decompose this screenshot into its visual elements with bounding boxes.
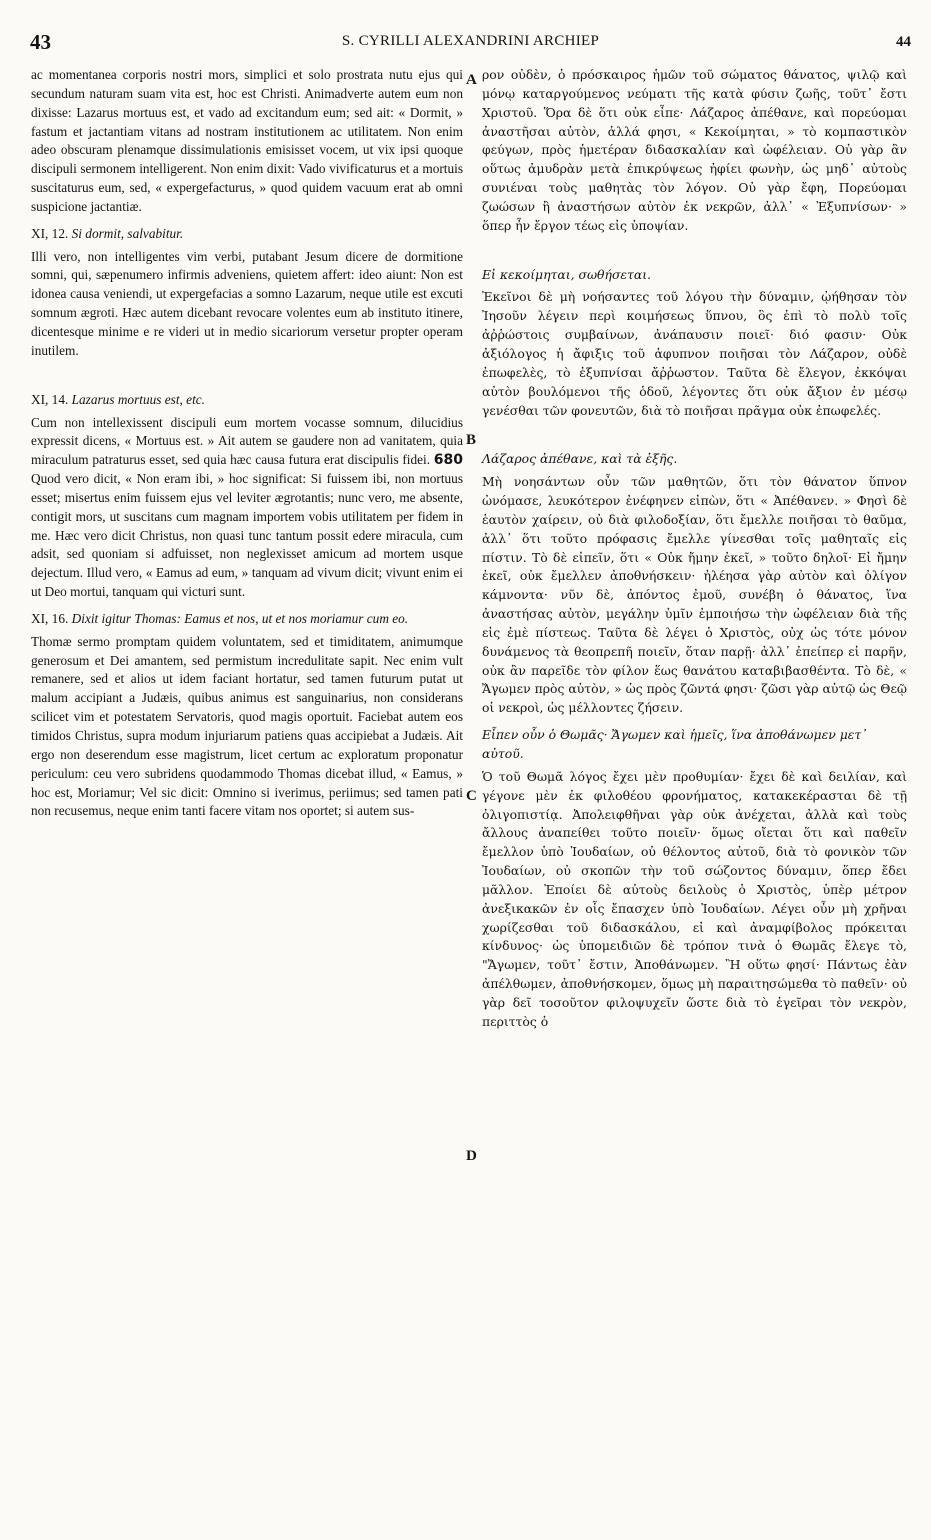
latin-text: Quod vero dicit, « Non eram ibi, » hoc significat: Si fuissem ibi, non mortuus esset; misertus enim fuissem ejus vel leviter ægrotantis; nunc vero, me absente, contigit mors, ut suscitans cum magnam importem vobis utilitatem per fidem in me. Hæc vero dicit Christus, non quasi tunc tantum possit edere miracula, cum adsit, sed quoniam si adfuisset, non neglexisset amicum ad mortem usque dejectum. Illud vero, « Eamus ad eum, » tanquam ad vivum dicit; vivunt enim ei ut Deo mortui, tanquam qui victuri sunt. <box>31 471 463 600</box>
verse-reference: XI, 16. <box>31 610 69 626</box>
verse-text: Dixit igitur Thomas: Eamus et nos, ut et nos moriamur cum eo. <box>71 610 409 626</box>
greek-heading: Εἰ κεκοίμηται, σωθήσεται. <box>482 266 652 282</box>
greek-paragraph: Ὁ τοῦ Θωμᾶ λόγος ἔχει μὲν προθυμίαν· ἔχει δὲ καὶ δειλίαν, καὶ γέγονε μὲν ἐκ φιλοθέου φρονήματος, κατακεκέρασται δὲ τῇ ὀλιγοπιστίᾳ. Ἀπολειφθῆναι γὰρ οὐκ ἀνέχεται, ἀλλὰ καὶ τοὺς ἄλλους ἀναπείθει τοῦτο ποιεῖν· ὅμως οἴεται ὅτι καὶ παθεῖν ἔμελλον ὑπὸ Ἰουδαίων, οὐ θέλοντος αὐτοῦ, διὰ τὸ φονικὸν τῶν Ἰουδαίων, οὐ σκοπῶν τὴν τοῦ σώζοντος δύναμιν, ὅπερ ἔδει μᾶλλον. Ἐποίει δὲ αὐτοὺς δειλοὺς ὁ Χριστὸς, ὑπὲρ μέτρον ἀνεξικακῶν ἐν οἷς ἔπασχεν ὑπὸ Ἰουδαίων. Λέγει οὖν μὴ χρῆναι χωρίζεσθαι τοῦ διδασκάλου, εἰ καὶ ἀναμφίβολος πρόκειται κίνδυνος· ὡς ὑπομειδιῶν δὲ τρόπον τινὰ ὁ Θωμᾶς ἔλεγε τὸ, "Ἄγωμεν, τοῦτ᾽ ἔστιν, Ἀποθάνωμεν. Ἢ οὕτω φησί· Πάντως ἐὰν ἀπέλθωμεν, ἀποθνήσκομεν, ὅμως μὴ παραιτησώμεθα τὸ παθεῖν· οὐ γὰρ δεῖ τοσοῦτον φιλοψυχεῖν ὥστε διὰ τὸ ἐγεῖραι τὸν νεκρὸν, περιττὸς ὁ <box>482 768 907 1029</box>
latin-paragraph: Illi vero, non intelligentes vim verbi, putabant Jesum dicere de dormitione somni, qui, sæpenumero infirmis adveniens, quietem affert: ideo aiunt: Non est idonea causa veniendi, ut expergefacias a somno Lazarum, neque utile est excuti somnum ægroti. Hæc autem dicebant revocare volentes eum ab instituto itinere, dicentesque minime e re videri ut in medio sicariorum versetur propter operam inutilem. <box>31 248 463 358</box>
latin-paragraph: Thomæ sermo promptam quidem voluntatem, sed et timiditatem, animumque generosum et Dei amantem, sed permistum incredulitate sapit. Nec enim vult remanere, sed et alios ut idem faciant hortatur, sed tamen futurum putat ut malum accipiant a Judæis, quibus animus est sanguinarius, non considerans scilicet vim et potestatem Servatoris, quod magis oportuit. Faciebat autem eos timidos Christus, supra modum injuriarum patiens quas accipiebat a Judæis. Ait ergo non deserendum esse magistrum, licet certum ac exploratum proponatur periculum: ceu vero subridens quodammodo Thomas dicebat illud, « Eamus, » hoc est, Moriamur; Vel sic dicit: Omnino si iverimus, periimus; sed tamen pati non recusemus, neque enim tanti facere vitam nos oportet; si autem sus- <box>31 633 463 819</box>
margin-letter-a: A <box>466 72 477 88</box>
verse-reference: XI, 12. <box>31 225 69 241</box>
greek-paragraph: Ἐκεῖνοι δὲ μὴ νοήσαντες τοῦ λόγου τὴν δύναμιν, ᾠήθησαν τὸν Ἰησοῦν λέγειν περὶ κοιμήσεως ὕπνου, ὃς ἐπὶ τὸ πολὺ τοῖς ἀῤῥώστοις συμβαίνων, ἀνάπαυσιν ποιεῖ· διό φασιν· Οὐκ ἀξιόλογος ἡ ἄφιξις τοῦ ἀφυπνον ποιῆσαι τὸν Λάζαρον, οὐδὲ ἐπωφελὲς, τὸ ἐξυπνίσαι ἄῤῥωστον. Ταῦτα δὲ ἔλεγον, ἐκκόψαι αὐτὸν βουλόμενοι τῆς ὁδοῦ, λέγοντες ὅτι οὐκ ἄξιον ἐν μέσῳ γενέσθαι τῶν φονευτῶν, διὰ τὸ ποιῆσαι πρᾶγμα οὐκ ἐπωφελές. <box>482 289 907 418</box>
latin-heading <box>31 225 463 244</box>
latin-text: Cum non intellexissent discipuli eum mortem vocasse somnum, dilucidius expressit dicens, « Mortuus est. » Ait autem se gaudere non ad vanitatem, quia miraculum patraturus esset, sed quia hæc causa futura erat discipulis fidei. <box>31 414 463 468</box>
greek-paragraph: Μὴ νοησάντων οὖν τῶν μαθητῶν, ὅτι τὸν θάνατον ὕπνον ὠνόμασε, λευκότερον ἐνέφηνεν εἰπὼν, ὅτι « Ἀπέθανεν. » Φησὶ δὲ ἑαυτὸν χαίρειν, οὐ διὰ φιλοδοξίαν, ὅτι ἔμελλε ποιῆσαι τὸ θαῦμα, ἀλλ᾽ ὅτι τοῦτο πρόφασις ἔμελλε γίνεσθαι τοῖς μαθηταῖς εἰς πίστιν. Τὸ δὲ εἰπεῖν, ὅτι « Οὐκ ἤμην ἐκεῖ, » τοῦτο δηλοῖ· Εἰ ἤμην ἐκεῖ, οὐκ ἔμελλεν ἀποθνήσκειν· ἠλέησα γὰρ αὐτὸν καὶ ὀλίγον κάμνοντα· νῦν δὲ, ἀπόντος ἐμοῦ, συνέβη ὁ θάνατος, ἵνα ἀναστήσας αὐτὸν, μεγάλην ὑμῖν ἐμποιήσω τὴν ὠφέλειαν διὰ τῆς εἰς ἐμὲ πίστεως. Ταῦτα δὲ λέγει ὁ Χριστὸς, οὐχ ὡς τότε μόνον δυνάμενος τὰ θεοπρεπῆ ποιεῖν, ὅταν παρῇ· ἀλλ᾽ ἐπείπερ εἰ παρῆν, οὐκ ἂν παρεῖδε τὸν φίλον ἕως θανάτου καταβιβασθέντα. Τὸ δὲ, « Ἄγωμεν πρὸς αὐτὸν, » ὡς πρὸς ζῶντά φησι· ζῶσι γὰρ αὐτῷ ὡς Θεῷ οἱ νεκροὶ, ὡς μέλλοντες ζήσειν. <box>482 474 907 716</box>
page-number-right: 44 <box>896 34 911 50</box>
latin-paragraph <box>31 414 463 602</box>
latin-heading <box>31 391 463 410</box>
greek-heading: Εἶπεν οὖν ὁ Θωμᾶς· Ἄγωμεν καὶ ἡμεῖς, ἵνα ἀποθάνωμεν μετ᾽ αὐτοῦ. <box>482 727 868 761</box>
greek-paragraph: ρον οὐδὲν, ὁ πρόσκαιρος ἡμῶν τοῦ σώματος θάνατος, ψιλῷ καὶ μόνῳ καταργούμενος νεύματι τῆς κατὰ φύσιν ζωῆς, τοῦτ᾽ ἔστι Χριστοῦ. Ὅρα δὲ ὅτι οὐκ εἶπε· Λάζαρος ἀπέθανε, καὶ πορεύομαι ἀναστῆσαι αὐτὸν, ἀλλά φησι, « Κεκοίμηται, » τὸ κομπαστικὸν φεύγων, πρὸς ἡμετέραν διδασκαλίαν καὶ ὠφέλειαν. Οὐ γὰρ ἂν οὕτως ἀμυδρὰν μετὰ ἐπικρύψεως ἠφίει φωνὴν, ὡς μηδ᾽ αὐτοὺς συνιέναι τοὺς μαθητὰς τὸν λόγον. Οὐ γὰρ ἔφη, Πορεύομαι ζωώσων ἢ ἀναστήσων αὐτὸν ἐκ νεκρῶν, ἀλλ᾽ « Ἐξυπνίσων· » ὅπερ ἦν ἔργον τέως εἰς ὑποψίαν. <box>482 67 907 233</box>
page-header <box>30 30 911 56</box>
page-number-left: 43 <box>30 30 51 54</box>
margin-letter-c: C <box>466 788 477 804</box>
edition-column-number: 680 <box>433 452 464 469</box>
latin-heading <box>31 610 463 629</box>
greek-column <box>482 66 907 1040</box>
verse-reference: XI, 14. <box>31 391 69 407</box>
running-title: S. CYRILLI ALEXANDRINI ARCHIEP <box>341 33 600 49</box>
margin-letter-b: B <box>466 432 477 448</box>
verse-text: Si dormit, salvabitur. <box>71 225 184 241</box>
margin-letter-d: D <box>466 1148 477 1164</box>
greek-heading: Λάζαρος ἀπέθανε, καὶ τὰ ἑξῆς. <box>482 451 678 467</box>
verse-text: Lazarus mortuus est, etc. <box>71 391 205 407</box>
latin-column <box>31 66 463 829</box>
latin-paragraph: ac momentanea corporis nostri mors, simplici et solo prostrata nutu ejus qui secundum naturam suam vita est, hoc est Christi. Animadverte autem eum non dixisse: Lazarus mortuus est, et vado ad excitandum eum; sed ait: « Dormit, » fastum et jactantiam vitans ad nostram institutionem ac utilitatem. Non enim adeo obscuram plenamque dissimulationis emisisset vocem, ut vix ipsi quoque discipuli sermonem intelligerent. Non enim dixit: Vado vivificaturus et a mortuis suscitaturus eum, sed, « expergefacturus, » quod quidem vacuum erat ab omni suspicione jactantiæ. <box>31 67 463 214</box>
